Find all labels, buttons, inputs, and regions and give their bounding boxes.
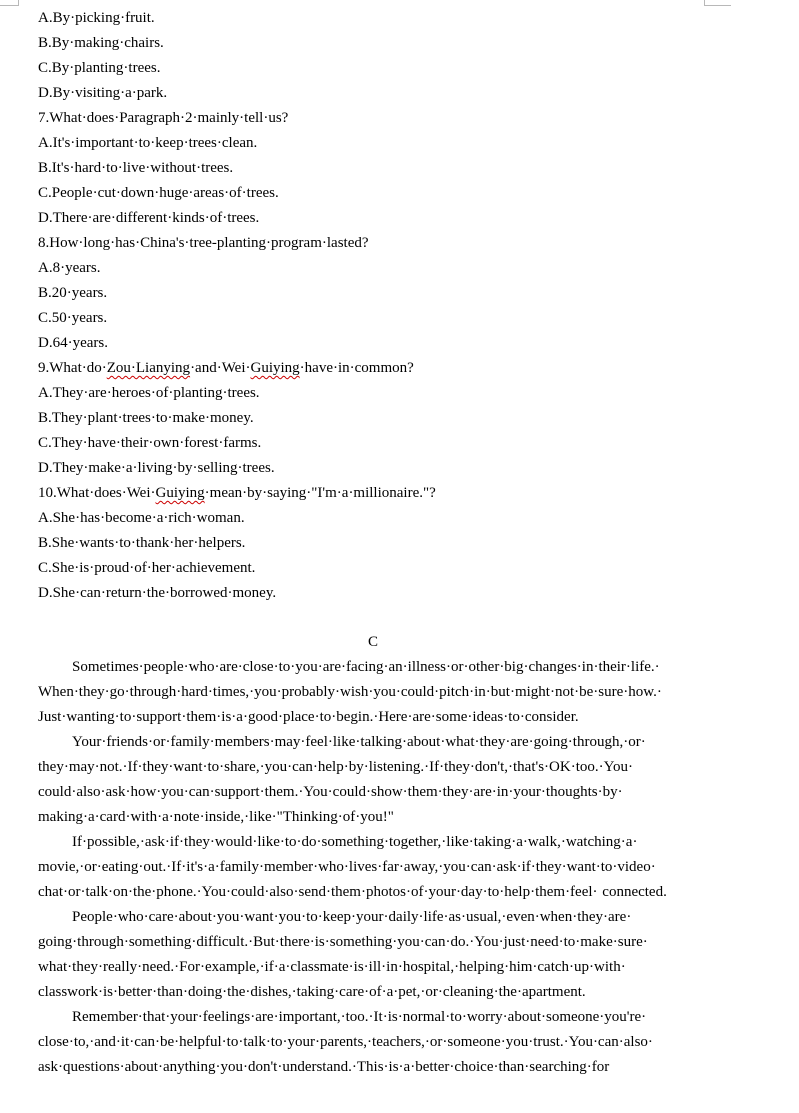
q9-question-middle: ·and·Wei·	[190, 360, 251, 376]
q8-option-d: D.64·years.	[38, 335, 108, 351]
q9-option-a: A.They·are·heroes·of·planting·trees.	[38, 385, 260, 401]
q10-spellcheck-name: Guiying	[155, 485, 205, 501]
document-page	[38, 6, 708, 1080]
q9-question-prefix: 9.What·do·	[38, 360, 107, 376]
q7-question: 7.What·does·Paragraph·2·mainly·tell·us?	[38, 110, 289, 126]
q10-option-d: D.She·can·return·the·borrowed·money.	[38, 585, 277, 601]
q8-option-c: C.50·years.	[38, 310, 108, 326]
q9-option-c: C.They·have·their·own·forest·farms.	[38, 435, 262, 451]
q10-option-c: C.She·is·proud·of·her·achievement.	[38, 560, 256, 576]
passage-paragraph-5: Remember·that·your·feelings·are·important,·too.·It·is·normal·to·worry·about·someone·you're· close·to,·and·it·can·be·helpful·to·talk·to·your·parents,·teachers,·or·someone·you·trust.·You·can·also· ask·questions·about·anything·you·don't·understand.·This·is·a·better·choice·than·searching·for	[38, 1009, 653, 1075]
q8-question: 8.How·long·has·China's·tree-planting·program·lasted?	[38, 235, 369, 251]
q9-option-b: B.They·plant·trees·to·make·money.	[38, 410, 254, 426]
q9-option-d: D.They·make·a·living·by·selling·trees.	[38, 460, 275, 476]
q7-option-b: B.It's·hard·to·live·without·trees.	[38, 160, 234, 176]
q10-question-prefix: 10.What·does·Wei·	[38, 485, 156, 501]
q10-question	[38, 481, 708, 506]
passage-paragraph-3: If·possible,·ask·if·they·would·like·to·do·something·together,·like·taking·a·walk,·watching·a· movie,·or·eating·out.·If·it's·a·family·member·who·lives·far·away,·you·can·ask·if·they·want·to·video· chat·or·talk·on·the·phone.·You·could·also·send·them·photos·of·your·day·to·help·them·feel· connected.	[38, 834, 667, 900]
q9-spellcheck-name-2: Guiying	[250, 360, 300, 376]
passage-paragraph-2: Your·friends·or·family·members·may·feel·like·talking·about·what·they·are·going·through,·or· they·may·not.·If·they·want·to·share,·you·can·help·by·listening.·If·they·don't,·that's·OK·too.·You· could·also·ask·how·you·can·support·them.·You·could·show·them·they·are·in·your·thoughts·by· making·a·card·with·a·note·inside,·like·"Thinking·of·you!"	[38, 734, 646, 825]
page-corner-mark-left	[0, 0, 19, 6]
q6-option-b: B.By·making·chairs.	[38, 35, 164, 51]
section-c-title: C	[367, 634, 378, 650]
q10-option-a: A.She·has·become·a·rich·woman.	[38, 510, 245, 526]
page-corner-mark-right	[704, 0, 731, 6]
q10-question-suffix: ·mean·by·saying·"I'm·a·millionaire."?	[204, 485, 436, 501]
q8-option-a: A.8·years.	[38, 260, 101, 276]
q7-option-d: D.There·are·different·kinds·of·trees.	[38, 210, 260, 226]
q7-option-a: A.It's·important·to·keep·trees·clean.	[38, 135, 258, 151]
q6-option-d: D.By·visiting·a·park.	[38, 85, 168, 101]
q7-option-c: C.People·cut·down·huge·areas·of·trees.	[38, 185, 279, 201]
passage-paragraph-1: Sometimes·people·who·are·close·to·you·are·facing·an·illness·or·other·big·changes·in·their·life.· When·they·go·through·hard·times,·you·probably·wish·you·could·pitch·in·but·might·not·be·sure·how.· Just·wanting·to·support·them·is·a·good·place·to·begin.·Here·are·some·ideas·to·consider.	[38, 659, 662, 725]
q6-option-a: A.By·picking·fruit.	[38, 10, 155, 26]
q10-option-b: B.She·wants·to·thank·her·helpers.	[38, 535, 246, 551]
q9-question	[38, 356, 708, 381]
passage-paragraph-4: People·who·care·about·you·want·you·to·keep·your·daily·life·as·usual,·even·when·they·are· going·through·something·difficult.·But·there·is·something·you·can·do.·You·just·need·to·make·sure· what·they·really·need.·For·example,·if·a·classmate·is·ill·in·hospital,·helping·him·catch·up·with· classwork·is·better·than·doing·the·dishes,·taking·care·of·a·pet,·or·cleaning·the·apartment.	[38, 909, 648, 1000]
q9-spellcheck-name-1: Zou·Lianying	[106, 360, 191, 376]
q9-question-suffix: ·have·in·common?	[299, 360, 414, 376]
q6-option-c: C.By·planting·trees.	[38, 60, 161, 76]
q8-option-b: B.20·years.	[38, 285, 108, 301]
